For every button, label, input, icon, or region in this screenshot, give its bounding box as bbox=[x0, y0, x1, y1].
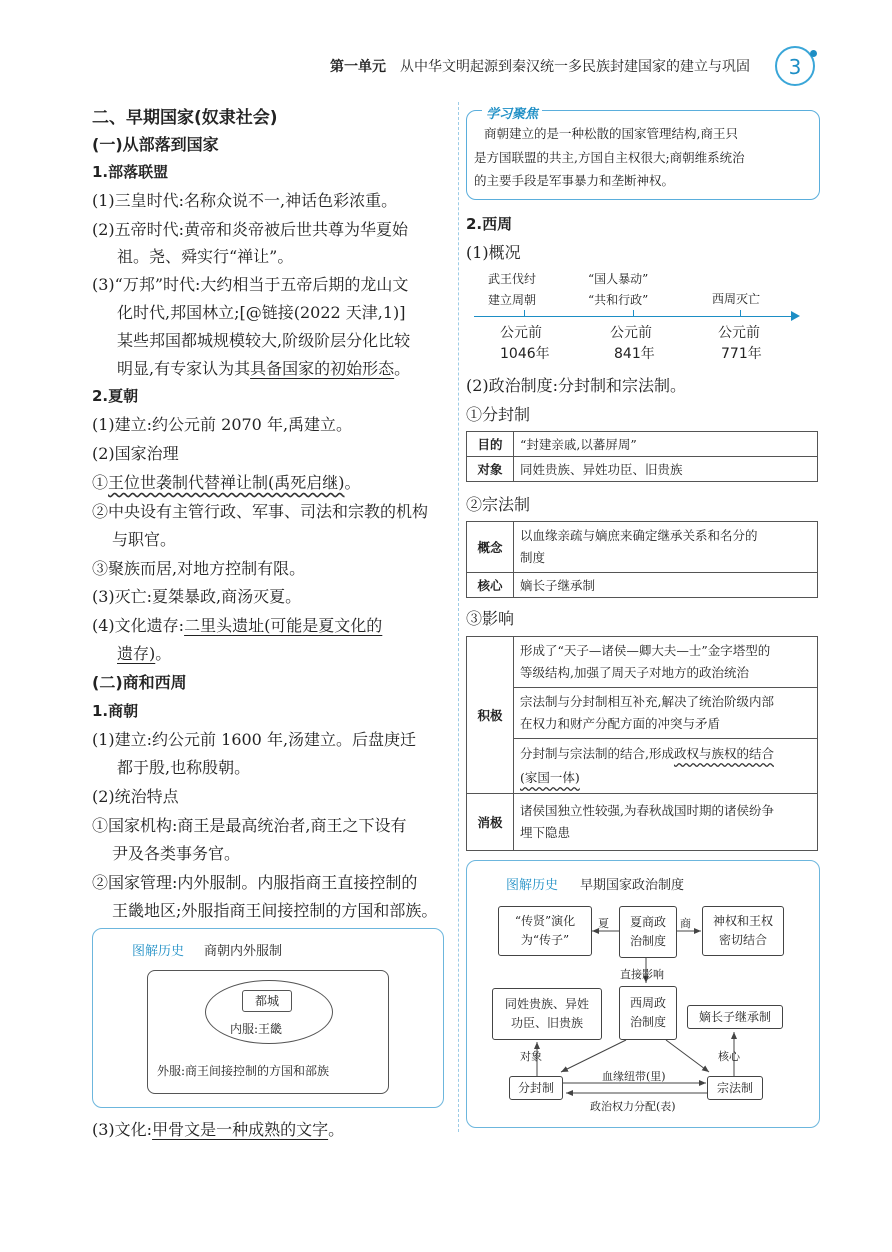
edge-label: 商 bbox=[680, 917, 691, 930]
outer-service-label: 外服:商王间接控制的方国和部族 bbox=[157, 1064, 330, 1078]
timeline-tick bbox=[524, 310, 525, 316]
timeline-arrow-icon bbox=[791, 311, 800, 321]
capital-node: 都城 bbox=[242, 990, 292, 1012]
table-key: 积极 bbox=[467, 637, 514, 794]
topic-heading: 1.部落联盟 bbox=[92, 163, 169, 181]
table-value-line: 形成了“天子—诸侯—卿大夫—士”金字塔型的 bbox=[520, 643, 771, 658]
text-line bbox=[117, 356, 410, 379]
key-point: (家国一体) bbox=[520, 770, 580, 785]
node-text: 功臣、旧贵族 bbox=[510, 1016, 583, 1030]
timeline-year: 1046年 bbox=[500, 346, 550, 362]
table-key: 对象 bbox=[467, 457, 514, 482]
node-chuanxian bbox=[498, 906, 592, 956]
node-dizhang: 嫡长子继承制 bbox=[687, 1005, 783, 1029]
figure-tag: 图解历史 bbox=[132, 944, 185, 959]
edge-label: 血缘纽带(里) bbox=[602, 1070, 666, 1083]
node-xiashang bbox=[619, 906, 677, 958]
key-point: 甲骨文是一种成熟的文字 bbox=[152, 1120, 329, 1139]
influence-table bbox=[466, 636, 818, 851]
table-row bbox=[467, 573, 818, 598]
timeline-event: “共和行政” bbox=[588, 293, 649, 307]
node-fenfeng: 分封制 bbox=[509, 1076, 563, 1100]
focus-line: 是方国联盟的共主,方国自主权很大;商朝维系统治 bbox=[474, 150, 745, 165]
focus-line: 商朝建立的是一种松散的国家管理结构,商王只 bbox=[484, 126, 738, 141]
text-line: (2)五帝时代:黄帝和炎帝被后世共尊为华夏始 bbox=[92, 220, 409, 239]
table-key: 概念 bbox=[467, 522, 514, 573]
unit-title: 从中华文明起源到秦汉统一多民族封建国家的建立与巩固 bbox=[400, 59, 750, 75]
timeline-axis bbox=[474, 316, 796, 317]
text-line: (1)建立:约公元前 2070 年,禹建立。 bbox=[92, 415, 353, 434]
table-value-line: 等级结构,加强了周天子对地方的政治统治 bbox=[520, 665, 749, 680]
text-span: 明显,有专家认为其 bbox=[117, 359, 251, 378]
table-row bbox=[467, 522, 818, 573]
timeline-tick bbox=[633, 310, 634, 316]
node-xizhou bbox=[619, 986, 677, 1040]
text-span: (4)文化遗存: bbox=[92, 616, 185, 635]
text-span: 分封制与宗法制的结合,形成 bbox=[520, 746, 674, 761]
table-row bbox=[467, 457, 818, 482]
node-text: 同姓贵族、异姓 bbox=[504, 997, 589, 1011]
text-line: 祖。尧、舜实行“禅让”。 bbox=[117, 247, 294, 266]
text-line: 都于殷,也称殷朝。 bbox=[117, 758, 251, 777]
key-point: 王位世袭制代替禅让制(禹死启继) bbox=[108, 473, 345, 492]
text-span: ① bbox=[92, 473, 109, 492]
node-text: 治制度 bbox=[629, 1015, 666, 1029]
right-column bbox=[466, 0, 826, 1252]
text-line bbox=[117, 641, 171, 664]
text-line: 尹及各类事务官。 bbox=[112, 844, 241, 863]
topic-heading: 2.西周 bbox=[466, 215, 513, 233]
table-value-line: 宗法制与分封制相互补充,解决了统治阶级内部 bbox=[520, 694, 774, 709]
inner-service-label: 内服:王畿 bbox=[230, 1022, 283, 1036]
text-span: (3)文化: bbox=[92, 1120, 153, 1139]
text-span: 。 bbox=[155, 644, 172, 663]
text-line: (1)三皇时代:名称众说不一,神话色彩浓重。 bbox=[92, 191, 398, 210]
text-line: 王畿地区;外服指商王间接控制的方国和部族。 bbox=[112, 901, 438, 920]
text-line: (3)灭亡:夏桀暴政,商汤灭夏。 bbox=[92, 587, 302, 606]
zongfa-table bbox=[466, 521, 818, 598]
table-key: 核心 bbox=[467, 573, 514, 598]
timeline-event: 建立周朝 bbox=[488, 293, 537, 307]
table-value-line: 制度 bbox=[520, 550, 546, 565]
figure-title: 商朝内外服制 bbox=[204, 944, 283, 959]
text-line: 化时代,邦国林立;[@链接(2022 天津,1)] bbox=[117, 303, 406, 322]
topic-heading: 1.商朝 bbox=[92, 702, 139, 720]
text-line bbox=[92, 1117, 344, 1140]
text-line: (2)统治特点 bbox=[92, 787, 179, 806]
text-line: (2)国家治理 bbox=[92, 444, 179, 463]
subsection-heading: (一)从部落到国家 bbox=[92, 135, 219, 154]
text-line: 某些邦国都城规模较大,阶级阶层分化比较 bbox=[117, 331, 411, 350]
text-line: 与职官。 bbox=[112, 530, 177, 549]
table-value-line bbox=[520, 742, 811, 766]
table-value-line: 埋下隐患 bbox=[520, 825, 571, 840]
node-text: 夏商政 bbox=[629, 915, 666, 929]
edge-label: 核心 bbox=[718, 1050, 740, 1063]
column-divider bbox=[458, 102, 459, 1132]
timeline-year: 841年 bbox=[614, 346, 655, 362]
table-key: 目的 bbox=[467, 432, 514, 457]
node-tongxing bbox=[492, 988, 602, 1040]
table-value bbox=[514, 637, 818, 688]
timeline-year: 771年 bbox=[721, 346, 762, 362]
node-shenquan bbox=[702, 906, 784, 956]
text-line: (1)概况 bbox=[466, 243, 521, 262]
timeline-label: 公元前 bbox=[500, 325, 542, 341]
table-key: 消极 bbox=[467, 794, 514, 851]
unit-label: 第一单元 bbox=[330, 59, 386, 75]
figure-title: 早期国家政治制度 bbox=[580, 878, 685, 893]
timeline-label: 公元前 bbox=[718, 325, 760, 341]
focus-line: 的主要手段是军事暴力和垄断神权。 bbox=[474, 173, 675, 188]
text-line bbox=[92, 470, 361, 493]
table-row bbox=[467, 794, 818, 851]
text-line: ③聚族而居,对地方控制有限。 bbox=[92, 559, 306, 578]
text-line: ①国家机构:商王是最高统治者,商王之下设有 bbox=[92, 816, 407, 835]
table-value bbox=[514, 522, 818, 573]
text-span: 。 bbox=[344, 473, 361, 492]
left-column bbox=[92, 0, 452, 1252]
table-row bbox=[467, 432, 818, 457]
key-point: 二里头遗址(可能是夏文化的 bbox=[184, 616, 383, 635]
key-point: 遗存) bbox=[117, 644, 156, 663]
table-value bbox=[514, 688, 818, 739]
table-value bbox=[514, 794, 818, 851]
table-row bbox=[467, 688, 818, 739]
topic-heading: 2.夏朝 bbox=[92, 387, 139, 405]
text-line: (1)建立:约公元前 1600 年,汤建立。后盘庚迁 bbox=[92, 730, 417, 749]
fenfeng-table bbox=[466, 431, 818, 482]
node-text: “传贤”演化 bbox=[514, 914, 576, 928]
text-line bbox=[92, 613, 382, 636]
edge-label: 夏 bbox=[598, 917, 609, 930]
page-number: 3 bbox=[775, 46, 815, 86]
key-point: 政权与族权的结合 bbox=[673, 746, 774, 761]
edge-label: 直接影响 bbox=[620, 968, 664, 981]
subsection-heading: (二)商和西周 bbox=[92, 673, 187, 692]
text-line: ②中央设有主管行政、军事、司法和宗教的机构 bbox=[92, 502, 429, 521]
subtopic-heading: ①分封制 bbox=[466, 405, 531, 424]
timeline-event: 西周灭亡 bbox=[712, 292, 761, 306]
node-text: 治制度 bbox=[629, 934, 666, 948]
node-text: 为“传子” bbox=[520, 933, 570, 947]
node-text: 密切结合 bbox=[718, 933, 767, 947]
subtopic-heading: ③影响 bbox=[466, 609, 515, 628]
study-focus-tag: 学习聚焦 bbox=[482, 103, 542, 122]
figure-tag: 图解历史 bbox=[506, 878, 559, 893]
table-value: “封建亲戚,以蕃屏周” bbox=[514, 432, 818, 457]
node-text: 西周政 bbox=[629, 996, 666, 1010]
table-row bbox=[467, 739, 818, 794]
table-value-line: 诸侯国独立性较强,为春秋战国时期的诸侯纷争 bbox=[520, 803, 774, 818]
node-zongfa: 宗法制 bbox=[707, 1076, 763, 1100]
table-value-line: 以血缘亲疏与嫡庶来确定继承关系和名分的 bbox=[520, 528, 758, 543]
edge-label: 对象 bbox=[520, 1050, 542, 1063]
timeline-event: “国人暴动” bbox=[588, 272, 649, 286]
subtopic-heading: ②宗法制 bbox=[466, 495, 531, 514]
table-value-line: 在权力和财产分配方面的冲突与矛盾 bbox=[520, 716, 721, 731]
table-value bbox=[514, 739, 818, 794]
table-row bbox=[467, 637, 818, 688]
node-text: 神权和王权 bbox=[712, 914, 773, 928]
timeline-label: 公元前 bbox=[610, 325, 652, 341]
text-span: 。 bbox=[328, 1120, 345, 1139]
text-line: (3)“万邦”时代:大约相当于五帝后期的龙山文 bbox=[92, 275, 409, 294]
text-line: ②国家管理:内外服制。内服指商王直接控制的 bbox=[92, 873, 418, 892]
table-value: 同姓贵族、异姓功臣、旧贵族 bbox=[514, 457, 818, 482]
timeline-tick bbox=[740, 310, 741, 316]
table-value: 嫡长子继承制 bbox=[514, 573, 818, 598]
timeline-event: 武王伐纣 bbox=[488, 272, 537, 286]
text-line: (2)政治制度:分封制和宗法制。 bbox=[466, 376, 687, 395]
edge-label: 政治权力分配(表) bbox=[590, 1100, 676, 1113]
key-point: 具备国家的初始形态 bbox=[250, 359, 395, 378]
text-span: 。 bbox=[394, 359, 411, 378]
section-heading: 二、早期国家(奴隶社会) bbox=[92, 108, 278, 128]
